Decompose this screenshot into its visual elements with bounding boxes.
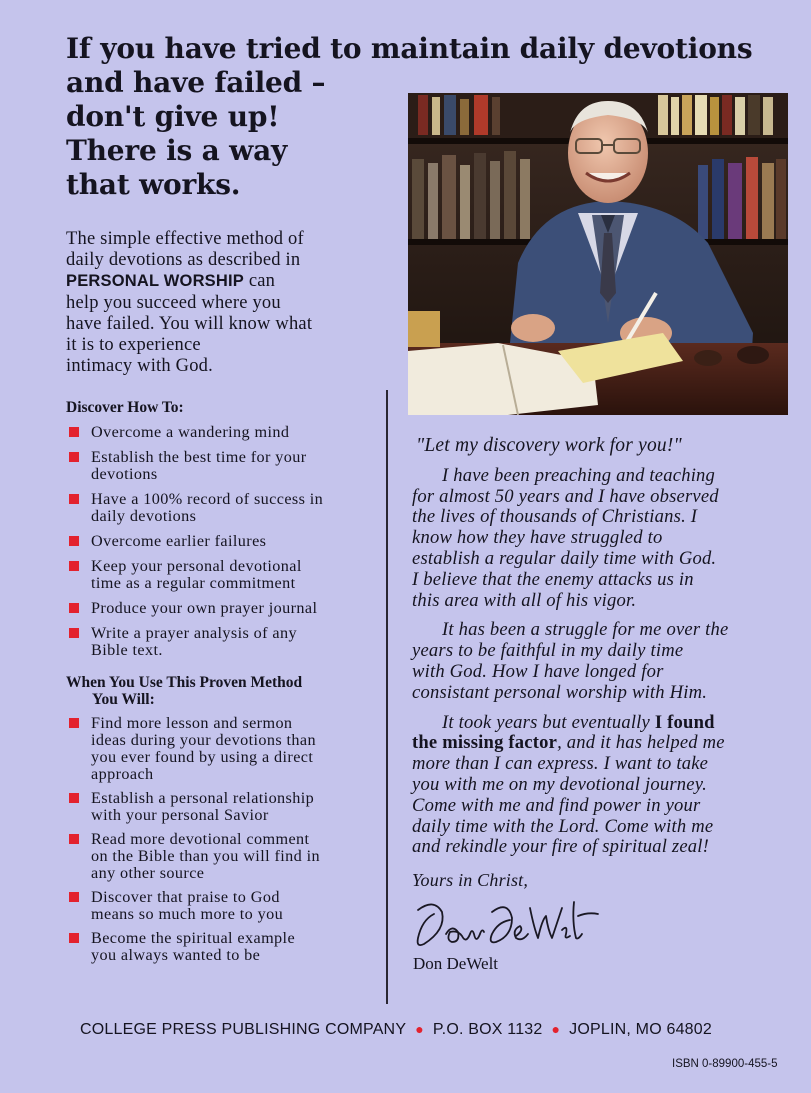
bullet-text: you ever found by using a direct — [91, 748, 314, 766]
letter-line: with God. How I have longed for — [412, 660, 664, 682]
letter-text: , and it has helped me — [557, 732, 725, 754]
author-photo-image — [408, 93, 788, 415]
bullet-text: approach — [91, 765, 154, 783]
bullet-text: daily devotions — [91, 507, 197, 525]
letter-paragraph-3 — [412, 713, 807, 859]
publisher-footer — [80, 1021, 800, 1039]
bullet-text: Overcome a wandering mind — [91, 423, 290, 441]
bullet-text: Produce your own prayer journal — [91, 599, 318, 617]
bullet-marker — [69, 427, 79, 437]
signature — [412, 890, 602, 952]
letter-line — [412, 713, 807, 734]
bullet-text: ideas during your devotions than — [91, 731, 316, 749]
method-heading — [66, 674, 302, 708]
letter-line: I believe that the enemy attacks us in — [412, 568, 694, 590]
letter-line: consistant personal worship with Him. — [412, 681, 708, 703]
headline-line-5: that works. — [66, 168, 241, 201]
headline-line-4: There is a way — [66, 134, 288, 167]
bullet-item — [69, 424, 379, 441]
bullet-marker — [69, 494, 79, 504]
letter-paragraph-1 — [412, 466, 807, 612]
bullet-marker — [69, 452, 79, 462]
intro-line: help you succeed where you — [66, 292, 281, 313]
bullet-text: Have a 100% record of success in — [91, 490, 324, 508]
bullet-text: Bible text. — [91, 641, 163, 659]
letter-line: and rekindle your fire of spiritual zeal! — [412, 836, 710, 858]
intro-line: The simple effective method of — [66, 229, 304, 249]
bullet-text: Discover that praise to God — [91, 888, 280, 906]
method-list — [69, 715, 379, 964]
letter-line: Come with me and find power in your — [412, 794, 701, 816]
publisher-box: P.O. BOX 1132 — [432, 1021, 543, 1038]
bullet-text: Establish a personal relationship — [91, 789, 315, 807]
publisher-name: COLLEGE PRESS PUBLISHING COMPANY — [80, 1021, 407, 1038]
publisher-city: JOPLIN, MO 64802 — [569, 1021, 712, 1038]
bullet-text: time as a regular commitment — [91, 574, 296, 592]
bullet-item — [69, 625, 379, 659]
letter-emphasis: the missing factor — [412, 732, 558, 754]
bullet-text: on the Bible than you will find in — [91, 847, 320, 865]
intro-line-tail: can — [244, 271, 276, 292]
bullet-text: Find more lesson and sermon — [91, 714, 293, 732]
bullet-text: with your personal Savior — [91, 806, 269, 824]
separator-dot: ● — [551, 1021, 561, 1037]
letter-line: daily time with the Lord. Come with me — [412, 815, 714, 837]
discover-heading: Discover How To: — [66, 399, 184, 416]
letter — [412, 436, 807, 891]
column-divider — [386, 390, 388, 1004]
bullet-text: you always wanted to be — [91, 946, 261, 964]
bullet-text: means so much more to you — [91, 905, 284, 923]
letter-emphasis: I found — [654, 711, 715, 733]
method-heading-line-1: When You Use This Proven Method — [66, 674, 303, 691]
bullet-text: devotions — [91, 465, 158, 483]
letter-line: more than I can express. I want to take — [412, 753, 709, 775]
bullet-marker — [69, 536, 79, 546]
author-photo — [408, 93, 788, 415]
letter-line: It has been a struggle for me over the — [442, 619, 729, 641]
bullet-text: any other source — [91, 864, 205, 882]
letter-line: the lives of thousands of Christians. I — [412, 506, 698, 528]
headline-line-2: and have failed – — [66, 66, 326, 99]
letter-text: It took years but eventually — [442, 711, 655, 733]
bullet-item — [69, 930, 379, 964]
bullet-item — [69, 889, 379, 923]
intro-line: intimacy with God. — [66, 356, 213, 377]
bullet-marker — [69, 834, 79, 844]
bullet-item — [69, 449, 379, 483]
bullet-item — [69, 831, 379, 882]
bullet-item — [69, 533, 379, 550]
letter-line: for almost 50 years and I have observed — [412, 485, 719, 507]
book-title: PERSONAL WORSHIP — [66, 272, 244, 291]
letter-closing: Yours in Christ, — [412, 870, 529, 891]
letter-paragraph-2 — [412, 620, 807, 703]
method-heading-line-2: You Will: — [92, 691, 155, 708]
bullet-marker — [69, 628, 79, 638]
bullet-text: Become the spiritual example — [91, 929, 296, 947]
letter-line: I have been preaching and teaching — [442, 464, 716, 486]
bullet-marker — [69, 793, 79, 803]
intro-line: have failed. You will know what — [66, 313, 313, 334]
letter-line: know how they have struggled to — [412, 527, 663, 549]
discover-list — [69, 424, 379, 659]
bullet-marker — [69, 933, 79, 943]
headline-line-3: don't give up! — [66, 100, 280, 133]
bullet-text: Overcome earlier failures — [91, 532, 267, 550]
letter-line — [412, 733, 807, 754]
bullet-item — [69, 600, 379, 617]
isbn: ISBN 0-89900-455-5 — [672, 1058, 778, 1070]
bullet-marker — [69, 603, 79, 613]
intro-line: daily devotions as described in — [66, 250, 301, 271]
bullet-item — [69, 491, 379, 525]
intro-line — [66, 271, 376, 292]
intro-line: it is to experience — [66, 335, 201, 356]
intro-paragraph — [66, 229, 376, 377]
headline-line-1: If you have tried to maintain daily devotions — [66, 32, 753, 65]
letter-line: this area with all of his vigor. — [412, 589, 637, 611]
letter-line: establish a regular daily time with God. — [412, 547, 717, 569]
bullet-text: Read more devotional comment — [91, 830, 310, 848]
letter-line: years to be faithful in my daily time — [412, 640, 684, 662]
letter-line: you with me on my devotional journey. — [412, 773, 708, 795]
bullet-item — [69, 715, 379, 783]
separator-dot: ● — [415, 1021, 424, 1037]
bullet-marker — [69, 892, 79, 902]
bullet-text: Keep your personal devotional — [91, 557, 302, 575]
bullet-item — [69, 558, 379, 592]
letter-paragraph-3-rest — [412, 754, 807, 858]
bullet-marker — [69, 561, 79, 571]
bullet-marker — [69, 718, 79, 728]
letter-quote: "Let my discovery work for you!" — [416, 435, 682, 456]
bullet-item — [69, 790, 379, 824]
bullet-text: Establish the best time for your — [91, 448, 307, 466]
bullet-text: Write a prayer analysis of any — [91, 624, 297, 642]
author-name: Don DeWelt — [413, 954, 499, 973]
